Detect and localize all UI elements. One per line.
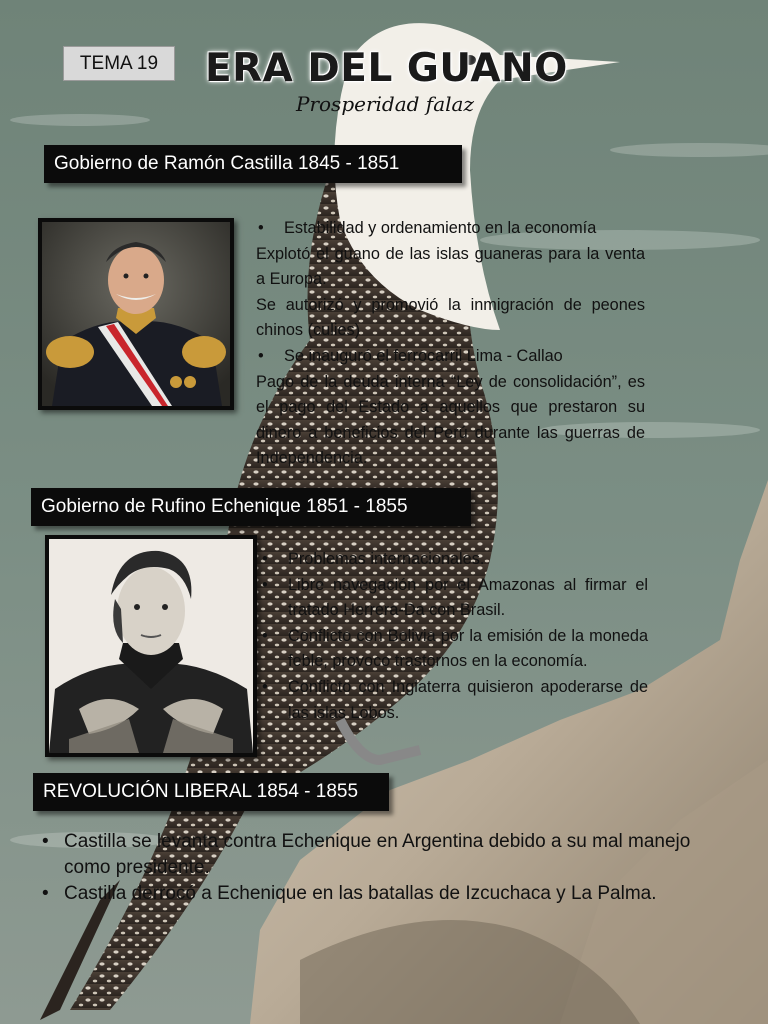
topic-label: TEMA 19 <box>63 46 175 81</box>
section-header-revolucion: REVOLUCIÓN LIBERAL 1854 - 1855 <box>33 773 389 811</box>
echenique-text <box>260 547 648 726</box>
portrait-castilla <box>38 218 234 410</box>
echenique-point-4: • Conflicto con Inglaterra quisieron apoderarse de las islas Lobos. <box>260 675 648 726</box>
revolucion-text <box>38 829 728 907</box>
revolucion-point-2: • Castilla derrocó a Echenique en las batallas de Izcuchaca y La Palma. <box>38 881 728 907</box>
castilla-point-1: • Estabilidad y ordenamiento en la economía <box>256 216 645 242</box>
castilla-point-5: Pago de la deuda interna “Ley de consolidación”, es el pago del Estado a aquellos que prestaron su dinero a beneficios del Perú durante las guerras de Independencia. <box>256 372 645 468</box>
page-subtitle: Prosperidad falaz <box>296 92 474 116</box>
portrait-echenique <box>45 535 257 757</box>
echenique-point-3: • Conflicto con Bolivia por la emisión de la moneda feble, provoco trastornos en la economía. <box>260 624 648 675</box>
castilla-point-3: Se autorizó y promovió la inmigración de peones chinos (culies) <box>256 295 645 340</box>
section-header-echenique: Gobierno de Rufino Echenique 1851 - 1855 <box>31 488 471 526</box>
castilla-point-4: • Se inauguró el ferrocarril Lima - Callao <box>256 344 645 370</box>
castilla-point-2: Explotó el guano de las islas guaneras para la venta a Europa. <box>256 244 645 289</box>
revolucion-point-1: • Castilla se levanta contra Echenique en Argentina debido a su mal manejo como presidente. <box>38 829 728 881</box>
castilla-text <box>256 216 645 472</box>
echenique-point-2: • Libre navegación por el Amazonas al firmar el tratado Herrera-Da con Brasil. <box>260 573 648 624</box>
echenique-point-1: • Problemas internacionales. <box>260 547 648 573</box>
section-header-castilla: Gobierno de Ramón Castilla 1845 - 1851 <box>44 145 462 183</box>
page-title: ERA DEL GUANO <box>205 46 568 91</box>
